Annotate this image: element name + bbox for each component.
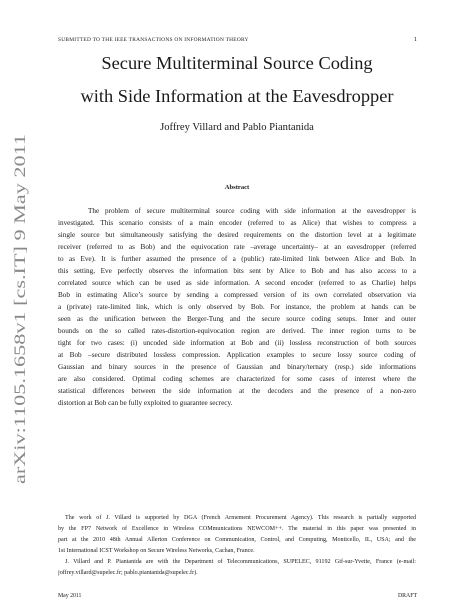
abstract-body xyxy=(58,205,416,409)
abstract-line: are also considered. Optimal coding schemes are characterized for some cases of interest where the xyxy=(58,375,416,384)
abstract-line: to as Eve). It is further assumed the presence of a (public) rate-limited link between Alice and Bob. In xyxy=(58,255,416,264)
paper-title-line-1: Secure Multiterminal Source Coding xyxy=(101,53,373,73)
abstract-line: Bob in estimating Alice’s source by sending a compressed version of its own correlated observation via xyxy=(58,291,416,300)
affiliation-footnote xyxy=(58,557,416,579)
page-number: 1 xyxy=(413,36,417,43)
abstract-line: single source but simultaneously satisfying the desired requirements on the distortion level at a legitimate xyxy=(58,231,416,240)
abstract-line: distortion at Bob can be fully exploited to guarantee secrecy. xyxy=(58,399,233,408)
footer-status: DRAFT xyxy=(397,593,417,599)
abstract-line: bounds on the so called rates-distortion-equivocation region are derived. The inner region turns to be xyxy=(58,327,416,336)
footer-date: May 2011 xyxy=(58,593,82,599)
abstract-line: The problem of secure multiterminal source coding with side information at the eavesdropper is xyxy=(88,207,416,215)
paper-title-line-2: with Side Information at the Eavesdropper xyxy=(80,86,394,106)
funding-footnote xyxy=(58,513,416,557)
abstract-line: correlated source which can be used as side information. A second encoder (referred to as Charlie) helps xyxy=(58,279,416,288)
abstract-line: investigated. This scenario consists of a main encoder (referred to as Alice) that wishes to compress a xyxy=(58,219,416,228)
author-list: Joffrey Villard and Pablo Piantanida xyxy=(160,122,314,133)
footnote-line: joffrey.villard@supelec.fr; pablo.piantanida@supelec.fr). xyxy=(58,570,198,577)
arxiv-stamp xyxy=(8,128,30,488)
abstract-line: this setting, Eve perfectly observes the information bits sent by Alice to Bob and has also access to a xyxy=(58,267,416,276)
abstract-line: a (private) rate-limited link, which is only observed by Bob. For instance, the problem at hands can be xyxy=(58,303,416,312)
abstract-line: at Bob –secure distributed lossless compression. Application examples to secure lossy source coding of xyxy=(58,351,416,360)
arxiv-stamp-text: arXiv:1105.1658v1 [cs.IT] 9 May 2011 xyxy=(12,238,29,484)
abstract-line: receiver (referred to as Bob) and the equivocation rate –average uncertainty– at an eavesdropper (referred xyxy=(58,243,416,252)
footnote-line: J. Villard and P. Piantanida are with the Department of Telecommunications, SUPELEC, 91192 Gif-sur-Yvette, France (e-mail: xyxy=(65,559,416,565)
footnote-line: 1st International ICST Workshop on Secure Wireless Networks, Cachan, France. xyxy=(58,548,255,555)
abstract-heading: Abstract xyxy=(224,184,250,191)
footnote-line: The work of J. Villard is supported by DGA (French Armement Procurement Agency). This research is partially supported xyxy=(65,515,416,521)
footnote-line: part at the 2010 48th Annual Allerton Conference on Communication, Control, and Computing, Monticello, IL, USA; and the xyxy=(58,537,416,544)
abstract-line: seen as the unification between the Berger-Tung and the secure source coding setups. Inner and outer xyxy=(58,315,416,324)
abstract-line: statistical differences between the side information at the decoders and the presence of a non-zero xyxy=(58,387,416,396)
journal-header: SUBMITTED TO THE IEEE TRANSACTIONS ON INFORMATION THEORY xyxy=(58,37,249,43)
abstract-line: Gaussian and binary sources in the presence of Gaussian and binary/ternary (resp.) side informations xyxy=(58,363,416,372)
abstract-line: tight for two cases: (i) uncoded side information at Bob and (ii) lossless reconstruction of both sources xyxy=(58,339,416,348)
footnote-line: by the FP7 Network of Excellence in Wireless COMmunications NEWCOM++. The material in this paper was presented in xyxy=(58,526,416,533)
